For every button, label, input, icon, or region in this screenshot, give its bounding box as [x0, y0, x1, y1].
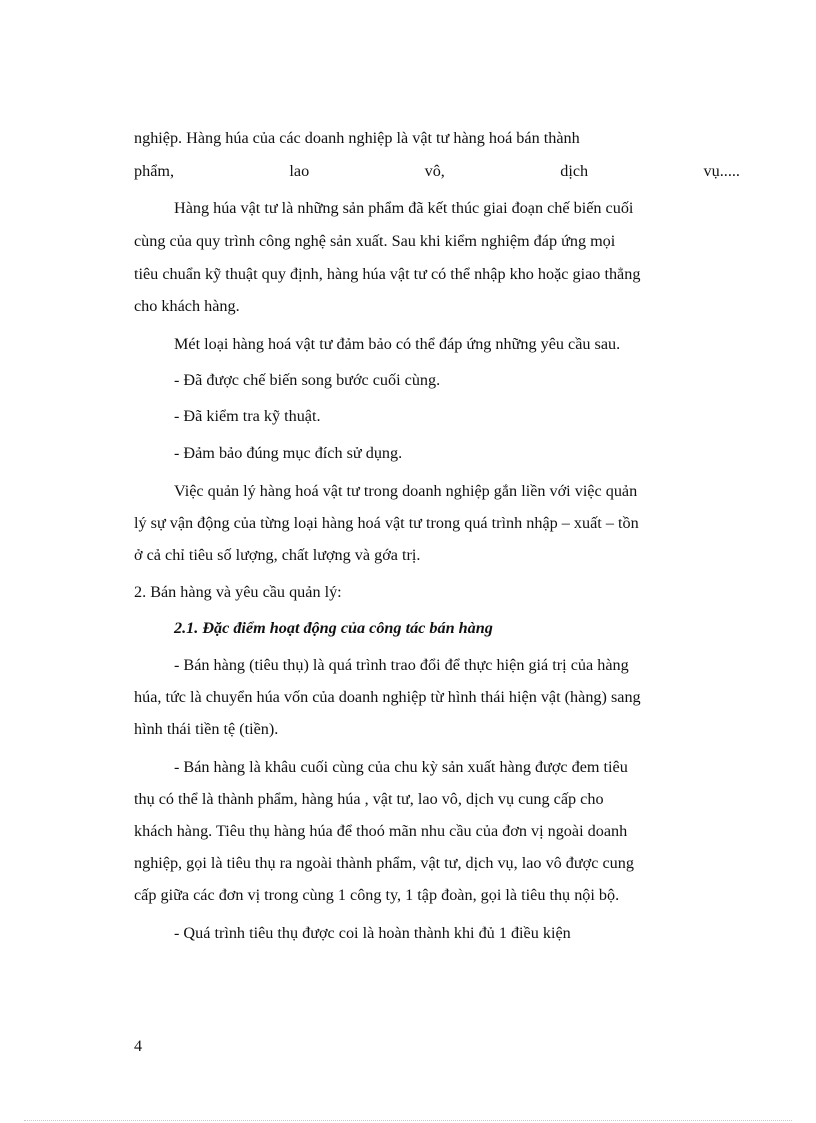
paragraph-line: húa, tức là chuyển húa vốn của doanh nghiệp từ hình thái hiện vật (hàng) sang: [134, 688, 641, 706]
subsection-heading: 2.1. Đặc điểm hoạt động của công tác bán hàng: [174, 619, 493, 637]
paragraph-line: thụ có thể là thành phẩm, hàng húa , vật tư, lao vô, dịch vụ cung cấp cho: [134, 790, 604, 808]
word: vụ.....: [703, 162, 740, 180]
section-heading: 2. Bán hàng và yêu cầu quản lý:: [134, 583, 342, 601]
word: dịch: [560, 162, 589, 180]
paragraph-line: Việc quản lý hàng hoá vật tư trong doanh nghiệp gắn liền với việc quản: [174, 482, 638, 500]
footer-divider: [24, 1120, 792, 1121]
bullet-item: - Đã kiểm tra kỹ thuật.: [174, 407, 321, 425]
paragraph-line: Hàng húa vật tư là những sản phẩm đã kết thúc giai đoạn chế biến cuối: [174, 199, 634, 217]
paragraph-line: tiêu chuẩn kỹ thuật quy định, hàng húa vật tư có thể nhập kho hoặc giao thẳng: [134, 265, 641, 283]
bullet-item: - Đã được chế biến song bước cuối cùng.: [174, 371, 441, 389]
paragraph-line: - Bán hàng là khâu cuối cùng của chu kỳ sản xuất hàng được đem tiêu: [174, 758, 628, 776]
paragraph-line: cho khách hàng.: [134, 297, 240, 315]
paragraph-line: - Quá trình tiêu thụ được coi là hoàn thành khi đủ 1 điều kiện: [174, 924, 571, 942]
bullet-item: - Đảm bảo đúng mục đích sử dụng.: [174, 444, 403, 462]
paragraph-line: cấp giữa các đơn vị trong cùng 1 công ty, 1 tập đoàn, gọi là tiêu thụ nội bộ.: [134, 886, 620, 904]
page-number: 4: [134, 1037, 143, 1055]
word: phẩm,: [134, 162, 175, 180]
word: lao: [289, 162, 310, 180]
paragraph-line: hình thái tiền tệ (tiền).: [134, 720, 279, 738]
word: vô,: [424, 162, 445, 180]
paragraph-line: lý sự vận động của từng loại hàng hoá vật tư trong quá trình nhập – xuất – tồn: [134, 514, 639, 532]
paragraph-line: - Bán hàng (tiêu thụ) là quá trình trao đổi để thực hiện giá trị của hàng: [174, 656, 629, 674]
paragraph-line: ở cả chỉ tiêu số lượng, chất lượng và gớa trị.: [134, 546, 421, 564]
paragraph-line: cùng của quy trình công nghệ sản xuất. Sau khi kiểm nghiệm đáp ứng mọi: [134, 232, 616, 250]
paragraph-line: khách hàng. Tiêu thụ hàng húa để thoó mãn nhu cầu của đơn vị ngoài doanh: [134, 822, 628, 840]
paragraph-line: Mét loại hàng hoá vật tư đảm bảo có thể đáp ứng những yêu cầu sau.: [174, 335, 621, 353]
paragraph-line: nghiệp. Hàng húa của các doanh nghiệp là vật tư hàng hoá bán thành: [134, 129, 580, 147]
paragraph-line: nghiệp, gọi là tiêu thụ ra ngoài thành phẩm, vật tư, dịch vụ, lao vô được cung: [134, 854, 634, 872]
justified-line: [134, 161, 740, 181]
